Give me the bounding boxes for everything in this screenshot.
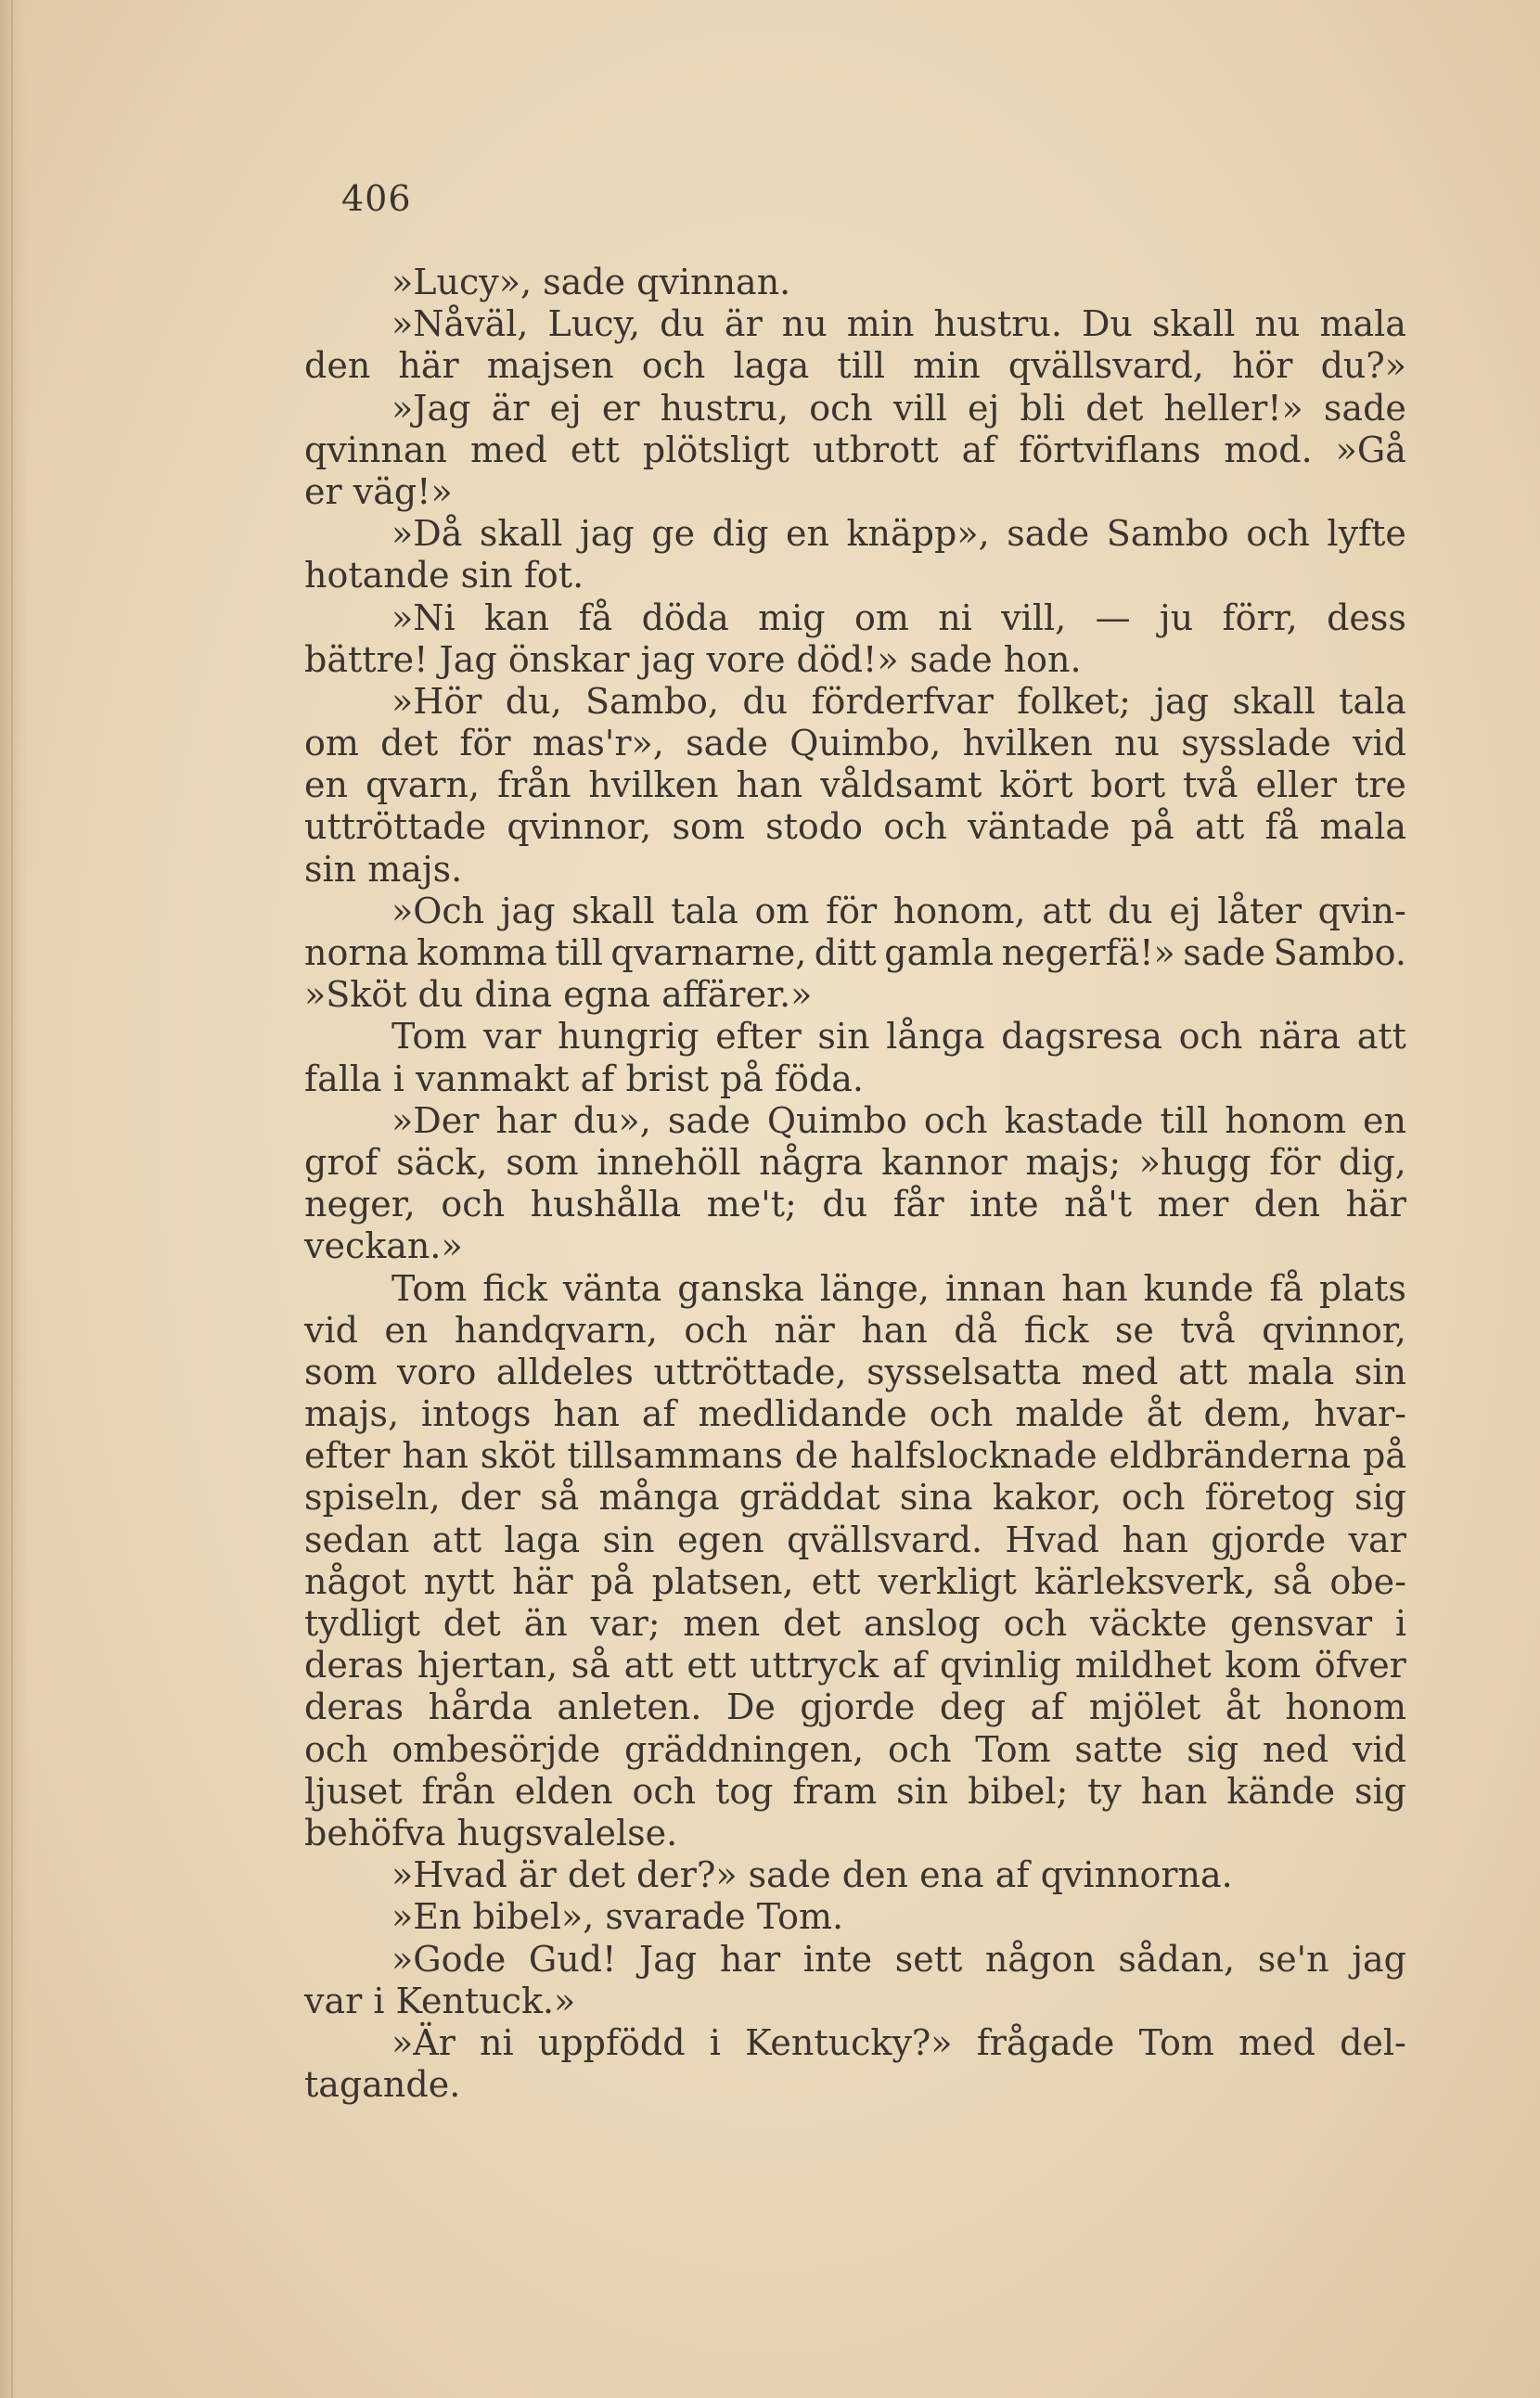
text-line: »Lucy», sade qvinnan. (391, 262, 791, 302)
text-line: bättre! Jag önskar jag vore död!» sade hon. (304, 638, 1082, 680)
text-line: deras hjertan, så att ett uttryck af qvinlig mildhet kom öfver (304, 1645, 1406, 1686)
text-line: »Och jag skall tala om för honom, att du ej låter qvin- (391, 890, 1406, 931)
text-line: »Der har du», sade Quimbo och kastade till honom en (391, 1099, 1406, 1141)
text-line: som voro alldeles uttröttade, sysselsatta med att mala sin (304, 1351, 1406, 1392)
text-line: sin majs. (304, 848, 463, 890)
text-line: majs, intogs han af medlidande och malde åt dem, hvar- (304, 1393, 1406, 1435)
text-line: sedan att laga sin egen qvällsvard. Hvad han gjorde var (304, 1519, 1406, 1560)
body-text (304, 262, 1406, 2106)
text-line: deras hårda anleten. De gjorde deg af mjölet åt honom (304, 1686, 1406, 1728)
text-line: »Nåväl, Lucy, du är nu min hustru. Du skall nu mala (391, 303, 1406, 345)
text-line: uttröttade qvinnor, som stodo och väntade på att få mala (304, 806, 1406, 848)
text-line: »Sköt du dina egna affärer.» (304, 974, 813, 1016)
text-line: »Ni kan få döda mig om ni vill, — ju förr, dess (391, 596, 1406, 638)
text-line: hotande sin fot. (304, 555, 584, 596)
text-line: en qvarn, från hvilken han våldsamt kört bort två eller tre (304, 764, 1406, 806)
text-line: »Jag är ej er hustru, och vill ej bli det heller!» sade (391, 387, 1406, 429)
text-line: något nytt här på platsen, ett verkligt kärleksverk, så obe- (304, 1560, 1406, 1602)
text-line: var i Kentuck.» (304, 1980, 576, 2021)
text-line: den här majsen och laga till min qvällsvard, hör du?» (304, 345, 1406, 387)
text-line: veckan.» (304, 1225, 463, 1267)
text-line: tydligt det än var; men det anslog och väckte gensvar i (304, 1603, 1406, 1644)
text-line: »En bibel», svarade Tom. (391, 1896, 844, 1938)
page-number: 406 (341, 178, 412, 219)
text-line: ljuset från elden och tog fram sin bibel; ty han kände sig (304, 1770, 1406, 1812)
page-edge (0, 0, 28, 2398)
text-line: norna komma till qvarnarne, ditt gamla negerfä!» sade Sambo. (304, 932, 1406, 973)
text-line: behöfva hugsvalelse. (304, 1812, 678, 1853)
text-line: Tom var hungrig efter sin långa dagsresa och nära att (391, 1016, 1406, 1058)
text-line: qvinnan med ett plötsligt utbrott af förtviflans mod. »Gå (304, 429, 1406, 470)
text-line: »Då skall jag ge dig en knäpp», sade Sambo och lyfte (391, 513, 1406, 555)
text-line: neger, och hushålla me't; du får inte nå't mer den här (304, 1184, 1406, 1225)
text-line: »Är ni uppfödd i Kentucky?» frågade Tom med del- (391, 2021, 1406, 2063)
text-line: om det för mas'r», sade Quimbo, hvilken nu sysslade vid (304, 723, 1406, 764)
text-line: efter han sköt tillsammans de halfslocknade eldbränderna på (304, 1435, 1406, 1477)
text-line: tagande. (304, 2064, 461, 2106)
text-line: vid en handqvarn, och när han då fick se två qvinnor, (304, 1309, 1406, 1351)
text-line: »Hör du, Sambo, du förderfvar folket; jag skall tala (391, 680, 1406, 722)
text-line: grof säck, som innehöll några kannor majs; »hugg för dig, (304, 1141, 1406, 1183)
text-line: Tom fick vänta ganska länge, innan han kunde få plats (391, 1267, 1406, 1309)
text-line: falla i vanmakt af brist på föda. (304, 1058, 865, 1099)
text-line: »Gode Gud! Jag har inte sett någon sådan, se'n jag (391, 1938, 1406, 1980)
text-line: er väg!» (304, 470, 453, 512)
text-line: spiseln, der så många gräddat sina kakor, och företog sig (304, 1477, 1406, 1519)
text-line: »Hvad är det der?» sade den ena af qvinnorna. (391, 1854, 1233, 1896)
page-edge-line (11, 0, 13, 2398)
text-line: och ombesörjde gräddningen, och Tom satte sig ned vid (304, 1728, 1406, 1770)
